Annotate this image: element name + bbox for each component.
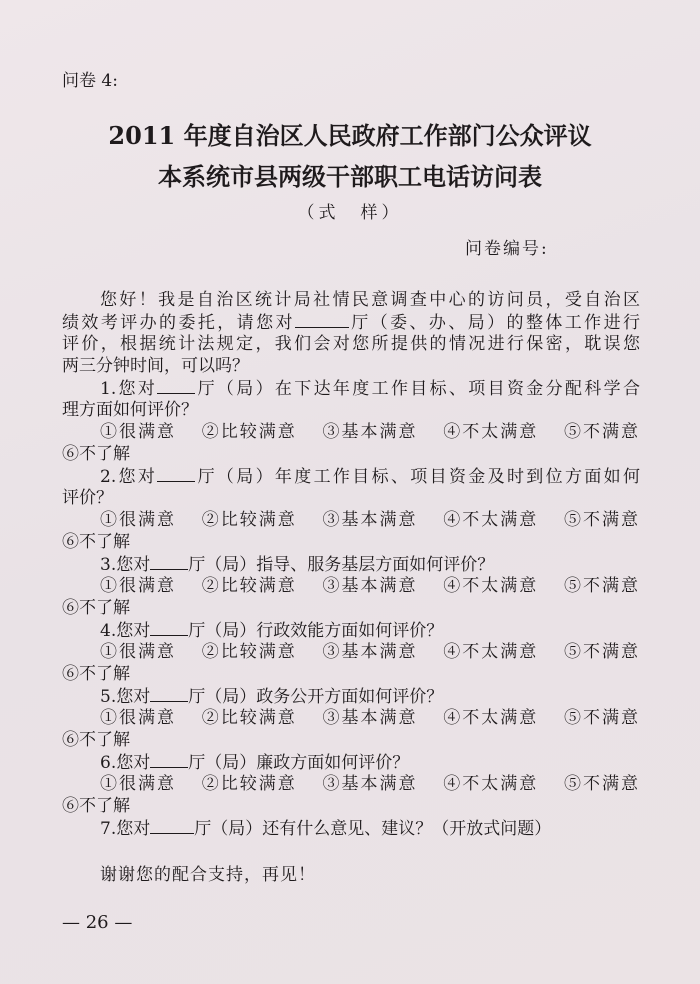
question-6-options [62,773,640,795]
question-1-options [62,421,640,443]
questionnaire-label: 问卷 4: [62,71,118,91]
option-fairly-satisfied[interactable]: ②比较满意 [201,708,297,728]
option-unknown[interactable]: ⑥不了解 [62,664,130,684]
option-basically-satisfied[interactable]: ③基本满意 [322,642,418,662]
option-very-satisfied[interactable]: ①很满意 [100,708,176,728]
option-very-satisfied[interactable]: ①很满意 [100,510,176,530]
option-unknown[interactable]: ⑥不了解 [62,730,130,750]
question-1-cont: 理方面如何评价？ [62,400,198,420]
intro-line-4: 两三分钟时间，可以吗？ [62,356,249,376]
option-not-very-satisfied[interactable]: ④不太满意 [443,774,539,794]
question-3-text: 厅（局）指导、服务基层方面如何评价？ [188,555,495,575]
option-basically-satisfied[interactable]: ③基本满意 [322,576,418,596]
question-4 [62,619,640,641]
option-unknown[interactable]: ⑥不了解 [62,532,130,552]
option-unknown[interactable]: ⑥不了解 [62,796,130,816]
question-3-blank[interactable] [150,553,188,570]
option-unknown[interactable]: ⑥不了解 [62,598,130,618]
question-1 [62,377,640,399]
option-fairly-satisfied[interactable]: ②比较满意 [201,774,297,794]
question-6-text: 厅（局）廉政方面如何评价？ [188,753,410,773]
question-1-prefix: 1.您对 [100,379,158,399]
option-not-very-satisfied[interactable]: ④不太满意 [443,642,539,662]
intro-line-2 [62,311,640,333]
option-fairly-satisfied[interactable]: ②比较满意 [201,576,297,596]
option-fairly-satisfied[interactable]: ②比较满意 [201,422,297,442]
option-dissatisfied[interactable]: ⑤不满意 [564,708,640,728]
question-3-prefix: 3.您对 [100,555,151,575]
question-2-options [62,509,640,531]
question-7-blank[interactable] [150,817,194,834]
question-5-options [62,707,640,729]
question-2-text: 厅（局）年度工作目标、项目资金及时到位方面如何 [195,467,640,487]
closing-text: 谢谢您的配合支持，再见！ [100,865,316,885]
option-very-satisfied[interactable]: ①很满意 [100,576,176,596]
option-not-very-satisfied[interactable]: ④不太满意 [443,510,539,530]
question-6-blank[interactable] [150,751,188,768]
question-5-prefix: 5.您对 [100,687,151,707]
survey-body [62,289,640,839]
intro-text-b: 厅（委、办、局）的整体工作进行 [348,313,641,333]
option-not-very-satisfied[interactable]: ④不太满意 [443,422,539,442]
option-fairly-satisfied[interactable]: ②比较满意 [201,510,297,530]
question-6-prefix: 6.您对 [100,753,151,773]
question-4-blank[interactable] [150,619,188,636]
question-1-blank[interactable] [157,377,195,394]
option-very-satisfied[interactable]: ①很满意 [100,774,176,794]
option-dissatisfied[interactable]: ⑤不满意 [564,422,640,442]
option-fairly-satisfied[interactable]: ②比较满意 [201,642,297,662]
intro-line-1: 您好！我是自治区统计局社情民意调查中心的访问员，受自治区 [100,290,640,310]
question-3 [62,553,640,575]
question-7-text: 厅（局）还有什么意见、建议？（开放式问题） [194,819,552,839]
option-very-satisfied[interactable]: ①很满意 [100,642,176,662]
page-number: — 26 — [62,912,133,933]
question-4-options [62,641,640,663]
sample-label: （式 样） [297,203,403,223]
questionnaire-number-label: 问卷编号: [465,239,549,259]
question-2-blank[interactable] [157,465,195,482]
title-line-1: 2011 年度自治区人民政府工作部门公众评议 [108,121,592,150]
question-4-prefix: 4.您对 [100,621,151,641]
option-unknown[interactable]: ⑥不了解 [62,444,130,464]
question-2-prefix: 2.您对 [100,467,158,487]
option-very-satisfied[interactable]: ①很满意 [100,422,176,442]
intro-text-a: 绩效考评办的委托，请您对 [62,313,295,333]
option-basically-satisfied[interactable]: ③基本满意 [322,708,418,728]
question-5-text: 厅（局）政务公开方面如何评价？ [188,687,444,707]
intro-line-3: 评价，根据统计法规定，我们会对您所提供的情况进行保密，耽误您 [62,334,640,354]
option-basically-satisfied[interactable]: ③基本满意 [322,510,418,530]
option-basically-satisfied[interactable]: ③基本满意 [322,774,418,794]
question-7 [62,817,640,839]
option-not-very-satisfied[interactable]: ④不太满意 [443,708,539,728]
title-line-2: 本系统市县两级干部职工电话访问表 [158,162,542,191]
option-dissatisfied[interactable]: ⑤不满意 [564,576,640,596]
option-basically-satisfied[interactable]: ③基本满意 [322,422,418,442]
option-dissatisfied[interactable]: ⑤不满意 [564,510,640,530]
question-3-options [62,575,640,597]
option-dissatisfied[interactable]: ⑤不满意 [564,642,640,662]
department-blank[interactable] [295,311,349,328]
question-1-text: 厅（局）在下达年度工作目标、项目资金分配科学合 [195,379,640,399]
question-2-cont: 评价？ [62,488,113,508]
question-5-blank[interactable] [150,685,188,702]
option-dissatisfied[interactable]: ⑤不满意 [564,774,640,794]
question-4-text: 厅（局）行政效能方面如何评价？ [188,621,444,641]
question-5 [62,685,640,707]
question-2 [62,465,640,487]
question-7-prefix: 7.您对 [100,819,151,839]
question-6 [62,751,640,773]
option-not-very-satisfied[interactable]: ④不太满意 [443,576,539,596]
